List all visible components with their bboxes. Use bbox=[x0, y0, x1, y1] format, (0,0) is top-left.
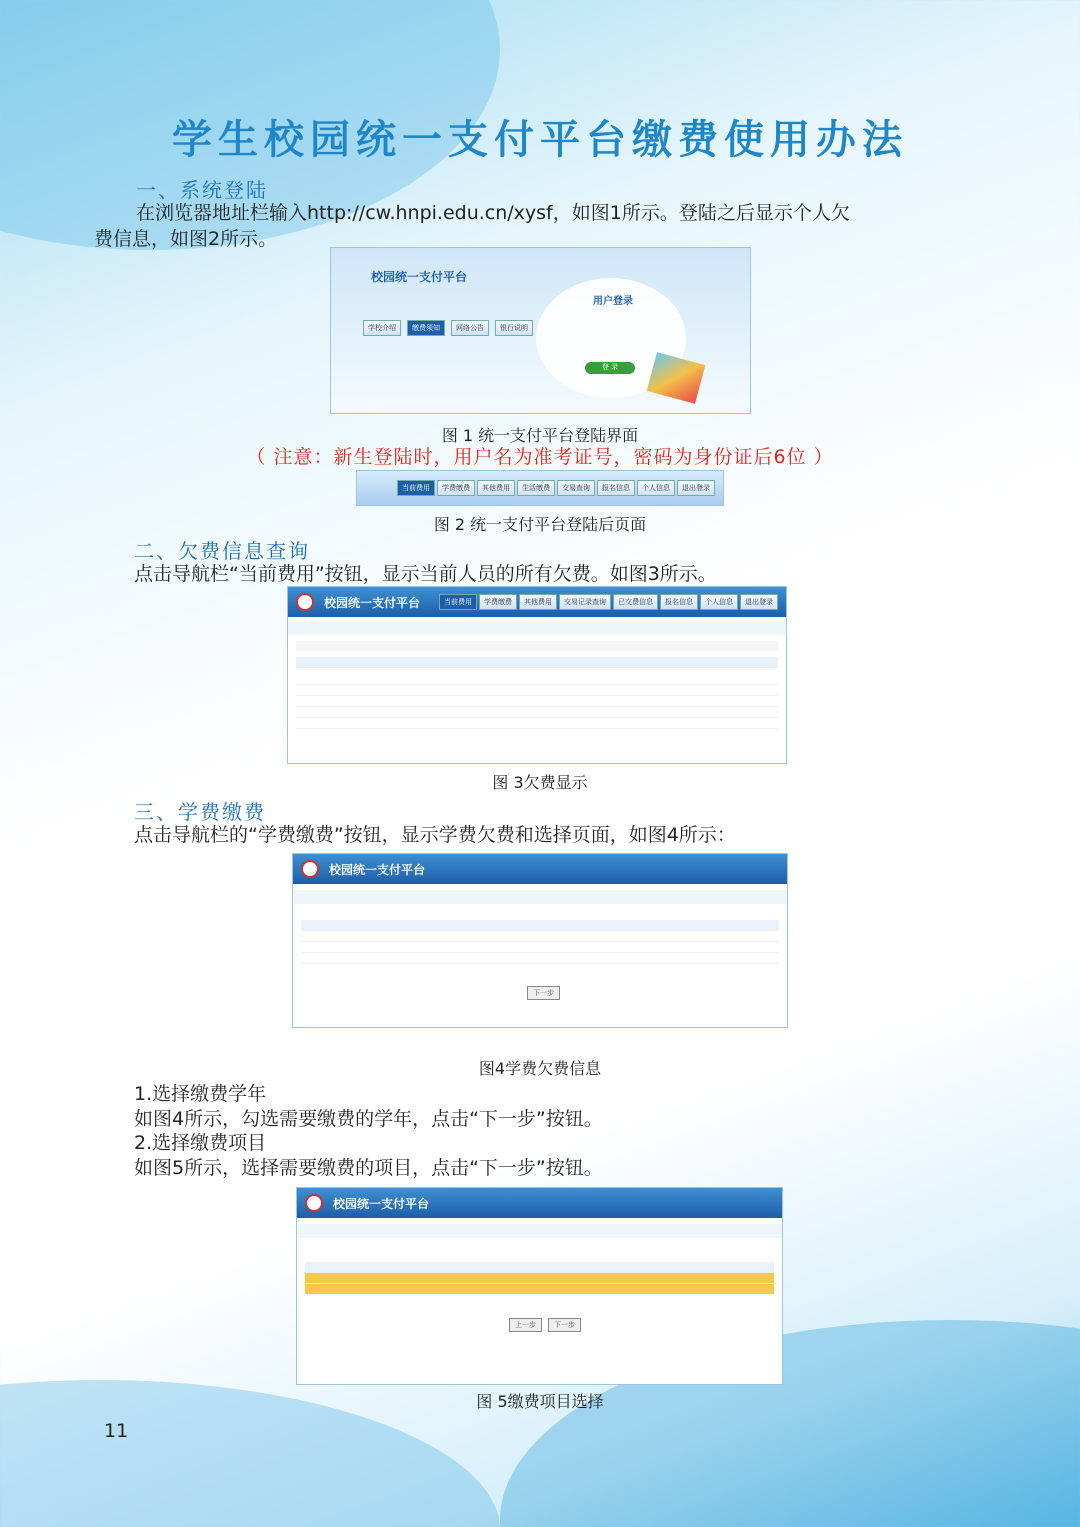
fig1-login-title: 用户登录 bbox=[593, 296, 633, 307]
fig1-tab: 缴费须知 bbox=[407, 320, 445, 336]
fig2-nav-item: 个人信息 bbox=[637, 480, 675, 496]
fig5-platform: 校园统一支付平台 bbox=[333, 1196, 430, 1211]
section1-heading: 一、系统登陆 bbox=[136, 178, 268, 202]
step1-text: 如图4所示，勾选需要缴费的学年，点击“下一步”按钮。 bbox=[134, 1108, 603, 1130]
step2-title: 2.选择缴费项目 bbox=[134, 1132, 267, 1154]
fig3-nav-item: 个人信息 bbox=[700, 594, 738, 610]
school-logo-icon bbox=[296, 593, 314, 611]
step1-title: 1.选择缴费学年 bbox=[134, 1083, 267, 1105]
section3-heading: 三、学费缴费 bbox=[134, 800, 266, 824]
school-logo-icon bbox=[305, 1194, 323, 1212]
fig2-caption: 图 2 统一支付平台登陆后页面 bbox=[433, 515, 647, 534]
fig1-login-screenshot bbox=[330, 247, 751, 414]
fig1-caption: 图 1 统一支付平台登陆界面 bbox=[441, 426, 639, 445]
fig2-nav-item: 报名信息 bbox=[597, 480, 635, 496]
fig3-nav-item: 报名信息 bbox=[660, 594, 698, 610]
fig1-tab: 银行说明 bbox=[495, 320, 533, 336]
fig3-nav-item: 其他费用 bbox=[519, 594, 557, 610]
fig4-next-button: 下一步 bbox=[527, 986, 560, 1000]
fig2-nav-item: 其他费用 bbox=[477, 480, 515, 496]
fig2-nav-screenshot bbox=[356, 470, 724, 506]
section1-line2: 费信息，如图2所示。 bbox=[94, 228, 278, 250]
section2-line1: 点击导航栏“当前费用”按钮，显示当前人员的所有欠费。如图3所示。 bbox=[134, 563, 717, 585]
fig1-tab: 网络公告 bbox=[451, 320, 489, 336]
fig3-nav-item: 交易记录查询 bbox=[559, 594, 611, 610]
fig1-tab: 学校介绍 bbox=[363, 320, 401, 336]
page-number: 11 bbox=[104, 1420, 129, 1442]
fig3-platform: 校园统一支付平台 bbox=[324, 595, 421, 610]
fig5-caption: 图 5缴费项目选择 bbox=[476, 1392, 604, 1411]
fig1-login-button: 登 录 bbox=[585, 362, 635, 374]
step2-text: 如图5所示，选择需要缴费的项目，点击“下一步”按钮。 bbox=[134, 1157, 603, 1179]
fig3-caption: 图 3欠费显示 bbox=[492, 773, 588, 792]
fig3-nav-item: 退出登录 bbox=[740, 594, 778, 610]
fig3-nav-item: 当前费用 bbox=[439, 594, 477, 610]
fig1-platform: 校园统一支付平台 bbox=[371, 270, 468, 284]
fig2-nav-item: 生活缴费 bbox=[517, 480, 555, 496]
school-logo-icon bbox=[301, 860, 319, 878]
login-note: （ 注意：新生登陆时，用户名为准考证号，密码为身份证后6位 ） bbox=[246, 446, 834, 468]
fig4-platform: 校园统一支付平台 bbox=[329, 862, 426, 877]
fig2-nav-item: 交易查询 bbox=[557, 480, 595, 496]
section3-line1: 点击导航栏的“学费缴费”按钮，显示学费欠费和选择页面，如图4所示： bbox=[134, 824, 736, 846]
fig3-nav-item: 已交费信息 bbox=[613, 594, 658, 610]
section2-heading: 二、欠费信息查询 bbox=[134, 539, 310, 563]
fig5-prev-button: 上一步 bbox=[509, 1318, 542, 1332]
fig3-nav-item: 学费缴费 bbox=[479, 594, 517, 610]
fig4-screenshot bbox=[292, 853, 788, 1028]
section1-line1: 在浏览器地址栏输入http://cw.hnpi.edu.cn/xysf，如图1所示。登陆之后显示个人欠 bbox=[136, 202, 850, 224]
fig5-next-button: 下一步 bbox=[548, 1318, 581, 1332]
fig2-nav-item: 退出登录 bbox=[677, 480, 715, 496]
fig5-screenshot bbox=[296, 1187, 783, 1385]
fig4-caption: 图4学费欠费信息 bbox=[478, 1059, 602, 1078]
page-title: 学生校园统一支付平台缴费使用办法 bbox=[172, 117, 908, 163]
fig3-screenshot bbox=[287, 586, 787, 764]
fig2-nav-item: 当前费用 bbox=[397, 480, 435, 496]
fig2-nav-item: 学费缴费 bbox=[437, 480, 475, 496]
